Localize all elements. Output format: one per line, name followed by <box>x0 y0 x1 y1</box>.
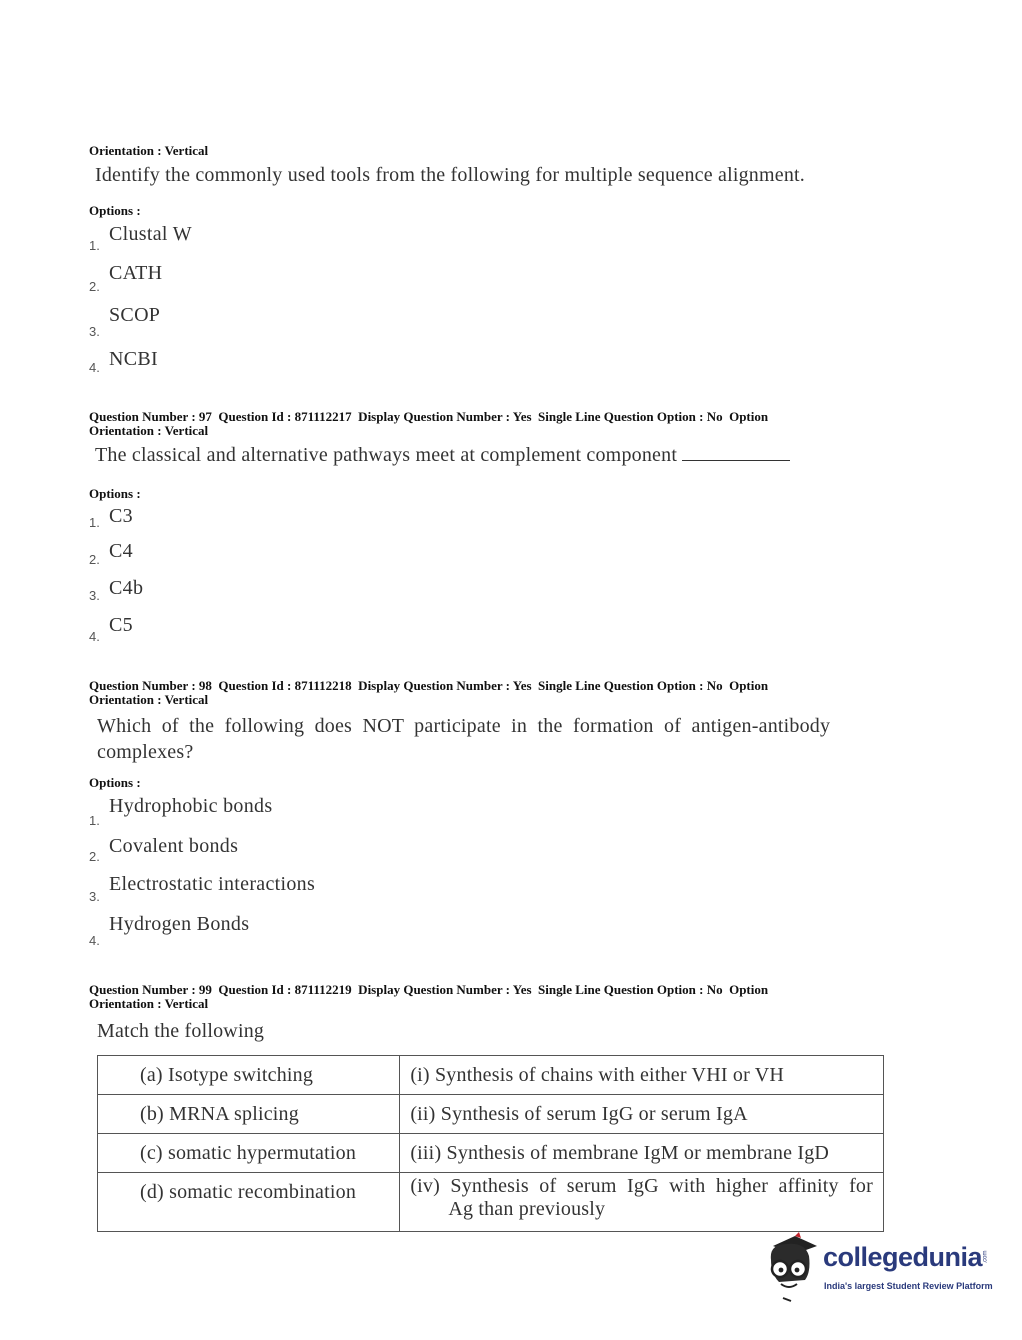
match-left-cell: (d) somatic recombination <box>98 1173 400 1232</box>
option-text: Electrostatic interactions <box>109 873 316 895</box>
option-number: 1. <box>89 238 100 253</box>
q97-option-2[interactable] <box>89 540 589 570</box>
q99-meta: Question Number : 99 Question Id : 871112219 Display Question Number : Yes Single Line Question Option : No Option <box>89 982 769 997</box>
option-number: 3. <box>89 588 100 603</box>
logo-tagline: India's largest Student Review Platform <box>824 1281 993 1291</box>
mascot-logo-icon <box>765 1232 823 1304</box>
option-number: 4. <box>89 629 100 644</box>
q96-option-4[interactable] <box>89 348 589 378</box>
q97-option-3[interactable] <box>89 577 589 607</box>
q96-option-3[interactable] <box>89 304 589 339</box>
q96-options-label: Options : <box>89 203 141 218</box>
q98-meta: Question Number : 98 Question Id : 871112218 Display Question Number : Yes Single Line Question Option : No Option <box>89 678 769 693</box>
option-number: 3. <box>89 324 100 339</box>
q99-question-text: Match the following <box>97 1020 265 1042</box>
option-number: 4. <box>89 933 100 948</box>
table-row <box>98 1095 884 1134</box>
option-number: 3. <box>89 889 100 904</box>
q98-orientation: Orientation : Vertical <box>89 692 209 707</box>
option-text: C5 <box>109 614 133 636</box>
q98-option-4[interactable] <box>89 913 589 948</box>
q97-question <box>95 442 790 468</box>
option-number: 2. <box>89 849 100 864</box>
match-right-cell <box>400 1173 884 1232</box>
q96-option-1[interactable] <box>89 223 589 253</box>
option-text: SCOP <box>109 304 161 326</box>
q98-option-2[interactable] <box>89 835 589 865</box>
option-text: Clustal W <box>109 223 192 245</box>
table-row <box>98 1056 884 1095</box>
q99-orientation: Orientation : Vertical <box>89 996 209 1011</box>
option-number: 2. <box>89 279 100 294</box>
match-table <box>97 1055 884 1232</box>
q98-option-3[interactable] <box>89 873 589 903</box>
match-right-cell: (iii) Synthesis of membrane IgM or membrane IgD <box>400 1134 884 1173</box>
match-right-cell: (ii) Synthesis of serum IgG or serum IgA <box>400 1095 884 1134</box>
option-text: Hydrophobic bonds <box>109 795 273 817</box>
option-number: 1. <box>89 515 100 530</box>
collegedunia-logo[interactable] <box>765 1232 993 1304</box>
q98-option-1[interactable] <box>89 795 589 828</box>
q96-question-text: Identify the commonly used tools from the following for multiple sequence alignment. <box>95 164 805 186</box>
match-left-cell: (c) somatic hypermutation <box>98 1134 400 1173</box>
q96-option-2[interactable] <box>89 262 589 292</box>
option-number: 4. <box>89 360 100 375</box>
q97-meta: Question Number : 97 Question Id : 871112217 Display Question Number : Yes Single Line Question Option : No Option <box>89 409 769 424</box>
q98-options-label: Options : <box>89 775 141 790</box>
option-number: 1. <box>89 813 100 828</box>
option-text: CATH <box>109 262 163 284</box>
table-row <box>98 1173 884 1232</box>
logo-suffix: .com <box>982 1250 989 1264</box>
match-right-line2: Ag than previously <box>448 1198 606 1220</box>
table-row <box>98 1134 884 1173</box>
match-left-cell: (a) Isotype switching <box>98 1056 400 1095</box>
option-text: C3 <box>109 505 133 527</box>
option-text: C4 <box>109 540 133 562</box>
logo-wordmark: collegedunia <box>823 1242 983 1272</box>
match-left-cell: (b) MRNA splicing <box>98 1095 400 1134</box>
match-right-cell: (i) Synthesis of chains with either VHI or VH <box>400 1056 884 1095</box>
q96-orientation: Orientation : Vertical <box>89 143 209 158</box>
option-number: 2. <box>89 552 100 567</box>
q97-option-4[interactable] <box>89 614 589 644</box>
match-right-line1: (iv) Synthesis of serum IgG with higher affinity for <box>410 1175 873 1197</box>
option-text: Covalent bonds <box>109 835 239 857</box>
q97-option-1[interactable] <box>89 505 589 535</box>
q97-options-label: Options : <box>89 486 141 501</box>
answer-blank <box>682 444 790 461</box>
option-text: Hydrogen Bonds <box>109 913 250 935</box>
option-text: C4b <box>109 577 144 599</box>
q98-question-line2: complexes? <box>97 741 194 763</box>
q97-question-text: The classical and alternative pathways meet at complement component <box>95 444 678 466</box>
q98-question-line1: Which of the following does NOT participate in the formation of antigen-antibody <box>97 715 831 737</box>
q97-orientation: Orientation : Vertical <box>89 423 209 438</box>
option-text: NCBI <box>109 348 158 370</box>
